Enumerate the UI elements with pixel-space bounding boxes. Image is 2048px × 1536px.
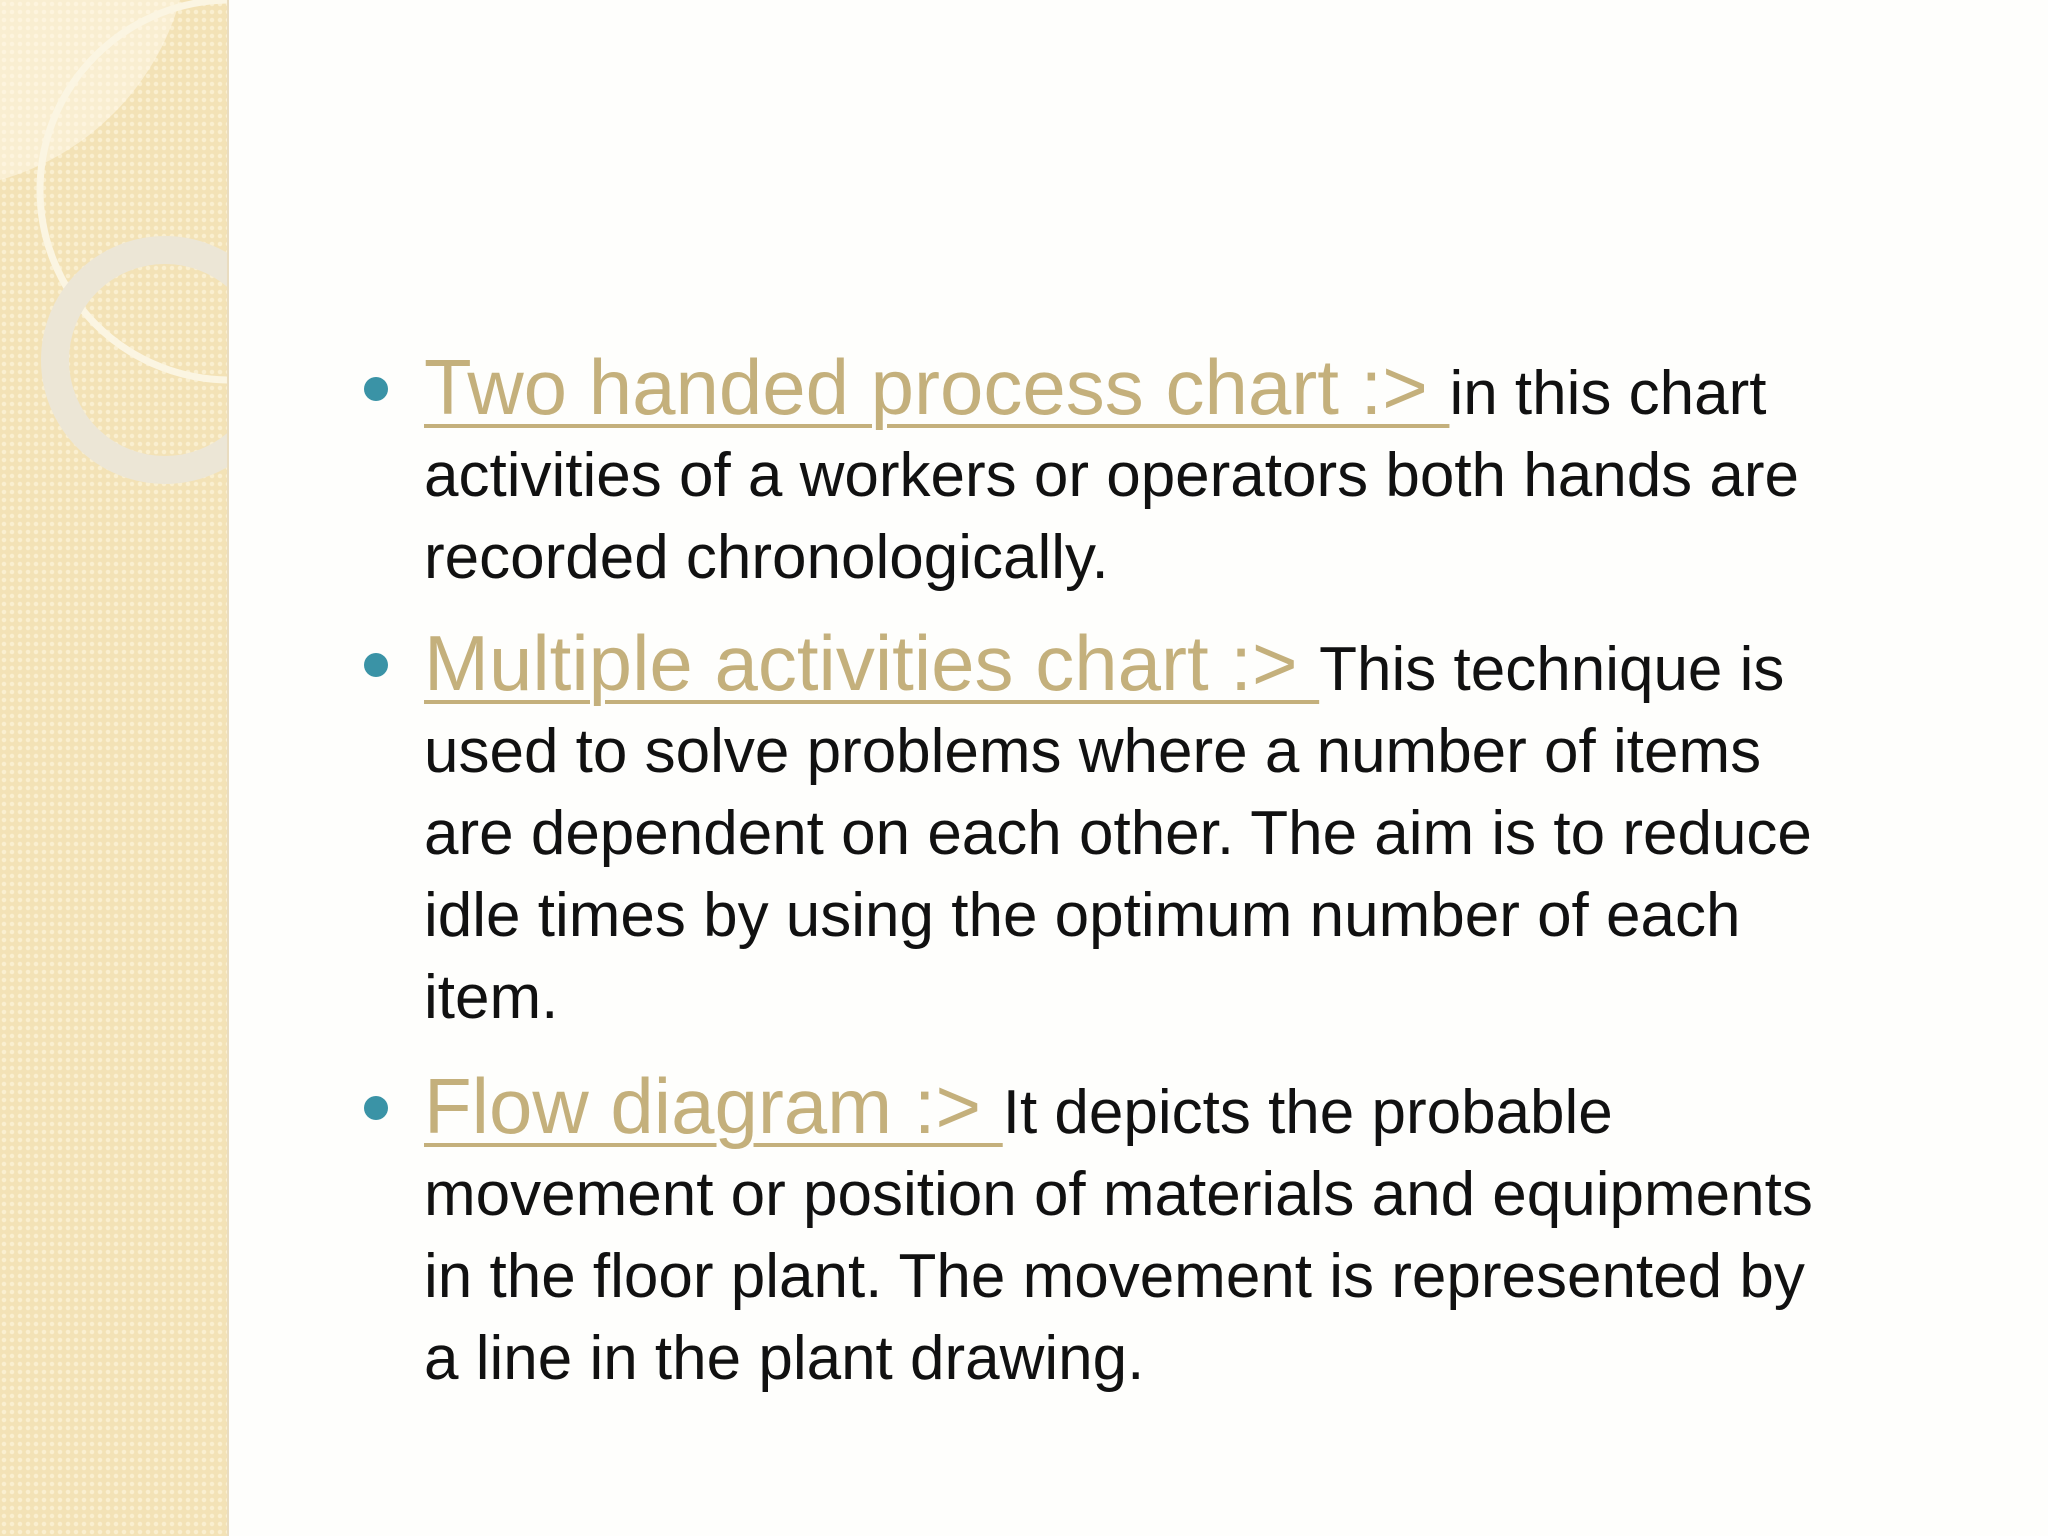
- term-link[interactable]: Multiple activities chart :>: [424, 619, 1320, 707]
- description-text: It depicts the probable: [1002, 1078, 1613, 1147]
- term-link[interactable]: Two handed process chart :>: [424, 343, 1450, 431]
- description-text: This technique is: [1319, 635, 1785, 704]
- description-line: a line in the plant drawing.: [424, 1324, 1145, 1393]
- term-link[interactable]: Flow diagram :>: [424, 1062, 1003, 1150]
- description-text: in this chart: [1449, 359, 1767, 428]
- description-line: in the floor plant. The movement is represented by: [424, 1242, 1805, 1311]
- bullet-item-flow-diagram: [424, 1062, 1984, 1400]
- description-line: recorded chronologically.: [424, 523, 1109, 592]
- description-line: movement or position of materials and equipments: [424, 1160, 1813, 1229]
- description-line: used to solve problems where a number of items: [424, 717, 1762, 786]
- bullet-icon: [364, 1096, 388, 1120]
- bullet-item-multiple-activities: [424, 619, 1984, 1039]
- bullet-icon: [364, 653, 388, 677]
- decorative-sidebar: [0, 0, 229, 1536]
- bullet-icon: [364, 377, 388, 401]
- decorative-rings-icon: [0, 0, 227, 1536]
- description-line: activities of a workers or operators both hands are: [424, 441, 1800, 510]
- bullet-item-two-handed: [424, 343, 1984, 599]
- description-line: are dependent on each other. The aim is to reduce: [424, 799, 1812, 868]
- description-line: item.: [424, 963, 559, 1032]
- description-line: idle times by using the optimum number of each: [424, 881, 1741, 950]
